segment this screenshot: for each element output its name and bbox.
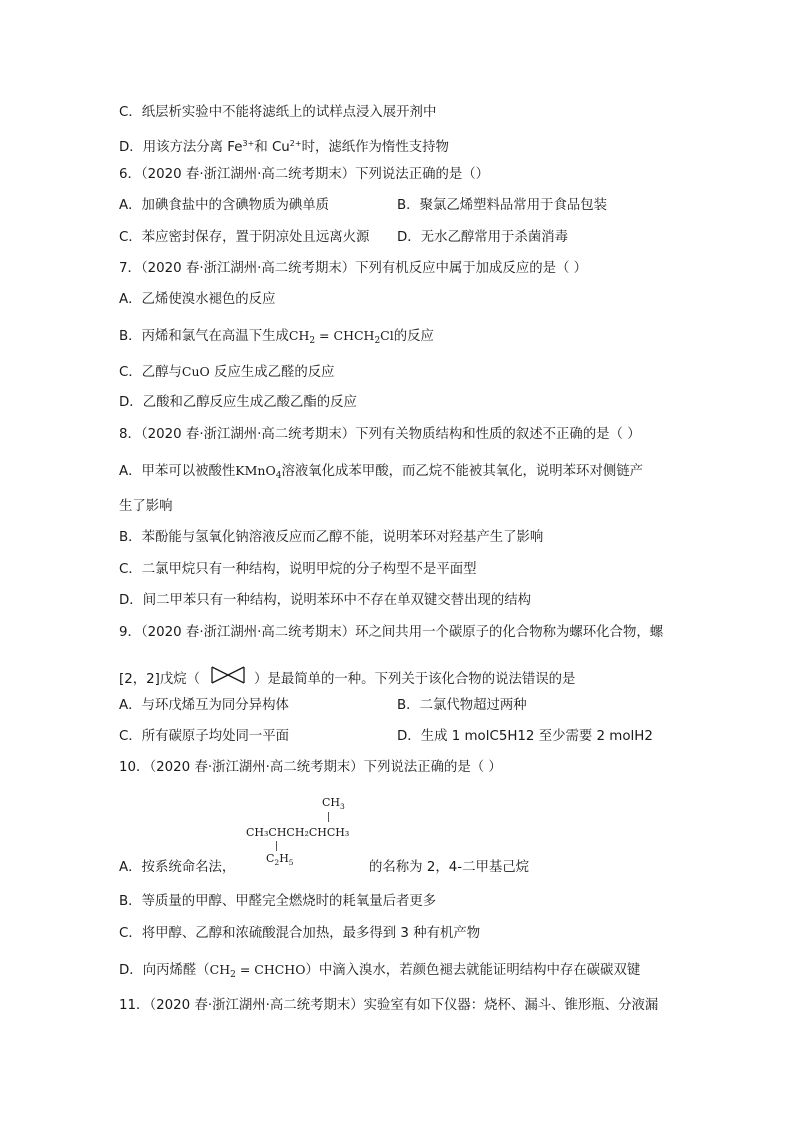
option-6d: D．无水乙醇常用于杀菌消毒	[397, 230, 568, 245]
formula-acrolein: $CH_2$ = CHCHO	[209, 962, 306, 980]
option-9b: B．二氯代物超过两种	[397, 698, 527, 713]
option-8d: D．间二甲苯只有一种结构，说明苯环中不存在单双键交替出现的结构	[119, 593, 532, 608]
option-5c: C．纸层析实验中不能将滤纸上的试样点浸入展开剂中	[119, 105, 437, 120]
formula-allyl-chloride: $CH_2$ = $CHCH_2Cl$	[288, 328, 394, 346]
option-7b: B．丙烯和氯气在高温下生成$CH_2$ = $CHCH_2Cl$的反应	[119, 328, 434, 346]
question-9: 9．（2020 春·浙江湖州·高二统考期末）环之间共用一个碳原子的化合物称为螺环化合物，螺	[119, 625, 664, 640]
option-9a: A．与环戊烯互为同分异构体	[119, 698, 289, 713]
bond-top	[328, 812, 329, 822]
option-10d: D．向丙烯醛（$CH_2$ = CHCHO）中滴入溴水，若颜色褪去就能证明结构中存在碳碳双键	[119, 962, 641, 980]
option-7c: C．乙醇与CuO 反应生成乙醛的反应	[119, 364, 335, 380]
formula-cuo: CuO	[181, 364, 210, 379]
option-8b: B．苯酚能与氢氧化钠溶液反应而乙醇不能，说明苯环对羟基产生了影响	[119, 530, 544, 545]
option-6a: A．加碘食盐中的含碘物质为碘单质	[119, 198, 330, 213]
spiropentane-structure-icon	[208, 664, 248, 686]
option-10a: A．按系统命名法，	[119, 860, 236, 875]
question-6: 6．（2020 春·浙江湖州·高二统考期末）下列说法正确的是（）	[119, 167, 490, 182]
option-8a-cont: 生了影响	[119, 499, 173, 514]
option-8a: A．甲苯可以被酸性KMnO$_4$溶液氧化成苯甲酸，而乙烷不能被其氧化，说明苯环对侧链产	[119, 463, 644, 481]
formula-kmno4: KMnO$_4$	[235, 463, 282, 481]
question-8: 8．（2020 春·浙江湖州·高二统考期末）下列有关物质结构和性质的叙述不正确的是（ ）	[119, 427, 641, 442]
question-10: 10．（2020 春·浙江湖州·高二统考期末）下列说法正确的是（ ）	[119, 760, 502, 775]
option-7d: D．乙酸和乙醇反应生成乙酸乙酯的反应	[119, 395, 357, 410]
option-8c: C．二氯甲烷只有一种结构，说明甲烷的分子构型不是平面型	[119, 562, 477, 577]
option-5d: D．用该方法分离 $Fe^{3+}$和 $Cu^{2+}$时，滤纸作为惰性支持物	[119, 139, 449, 155]
option-6b: B．聚氯乙烯塑料品常用于食品包装	[397, 198, 608, 213]
option-10b: B．等质量的甲醇、甲醛完全燃烧时的耗氧量后者更多	[119, 894, 437, 909]
option-9c: C．所有碳原子均处同一平面	[119, 729, 290, 744]
option-6c: C．苯应密封保存，置于阴凉处且远离火源	[119, 230, 370, 245]
formula-branch-bottom: $C_2H_5$	[266, 852, 294, 867]
bond-bottom	[276, 841, 277, 851]
option-7a: A．乙烯使溴水褪色的反应	[119, 292, 276, 307]
option-10c: C．将甲醇、乙醇和浓硫酸混合加热，最多得到 3 种有机产物	[119, 926, 481, 941]
question-9-cont: [2，2]戊烷（ ）是最简单的一种。下列关于该化合物的说法错误的是	[119, 664, 575, 689]
question-11: 11．（2020 春·浙江湖州·高二统考期末）实验室有如下仪器：烧杯、漏斗、锥形瓶、分液漏	[119, 998, 659, 1013]
question-7: 7．（2020 春·浙江湖州·高二统考期末）下列有机反应中属于加成反应的是（ ）	[119, 261, 588, 276]
formula-main-chain: CH₃CHCH₂CHCH₃	[246, 826, 350, 839]
option-10a-cont: 的名称为 2，4-二甲基己烷	[369, 860, 530, 875]
option-9d: D．生成 1 molC5H12 至少需要 2 molH2	[397, 729, 653, 744]
formula-branch-top: $CH_3$	[322, 796, 345, 811]
